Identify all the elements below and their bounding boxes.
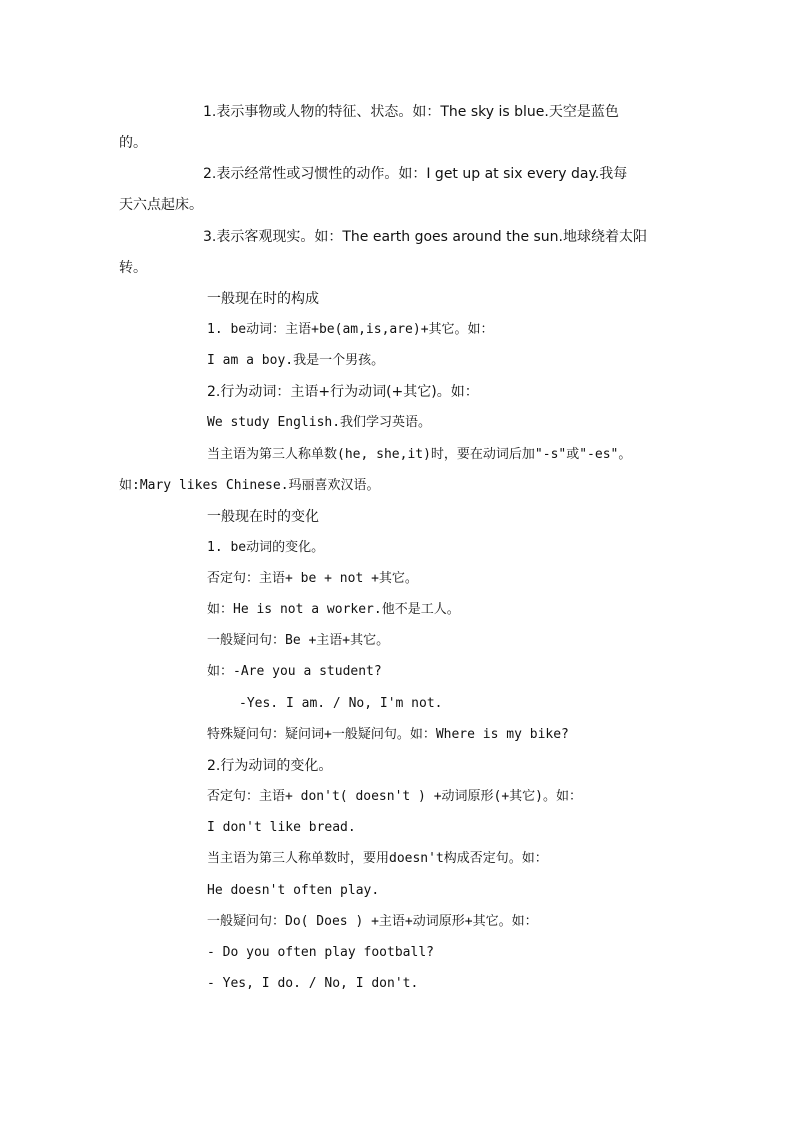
paragraph-line: 1. be动词的变化。 [207,540,325,555]
example-line: 如：-Are you a student? [207,664,382,679]
paragraph-line: 天六点起床。 [119,197,203,213]
paragraph-line: 2.行为动词的变化。 [207,758,333,774]
paragraph-line: 3.表示客观现实。如：The earth goes around the sun.地球绕着太阳 [203,229,648,245]
example-line: 如：He is not a worker.他不是工人。 [207,602,460,617]
example-line: - Yes, I do. / No, I don't. [207,976,419,991]
example-line: I don't like bread. [207,820,356,835]
paragraph-line: 一般疑问句：Be +主语+其它。 [207,633,390,648]
paragraph-line: 的。 [119,135,147,151]
paragraph-line: 转。 [119,260,147,276]
paragraph-line: 当主语为第三人称单数(he, she,it)时，要在动词后加"-s"或"-es"。 [207,447,632,462]
paragraph-line: 否定句：主语+ be + not +其它。 [207,571,418,586]
section-heading: 一般现在时的构成 [207,291,319,307]
paragraph-line: 1. be动词：主语+be(am,is,are)+其它。如： [207,322,494,337]
example-line: 如:Mary likes Chinese.玛丽喜欢汉语。 [119,478,380,493]
section-heading: 一般现在时的变化 [207,509,319,525]
paragraph-line: 2.表示经常性或习惯性的动作。如：I get up at six every day.我每 [203,166,628,182]
paragraph-line: 一般疑问句：Do( Does ) +主语+动词原形+其它。如： [207,914,538,929]
example-line: He doesn't often play. [207,883,380,898]
example-line: -Yes. I am. / No, I'm not. [239,696,443,711]
paragraph-line: 特殊疑问句：疑问词+一般疑问句。如：Where is my bike? [207,727,569,742]
example-line: I am a boy.我是一个男孩。 [207,353,385,368]
paragraph-line: 当主语为第三人称单数时，要用doesn't构成否定句。如： [207,851,548,866]
example-line: We study English.我们学习英语。 [207,415,432,430]
example-line: - Do you often play football? [207,945,434,960]
paragraph-line: 1.表示事物或人物的特征、状态。如：The sky is blue.天空是蓝色 [203,104,619,120]
paragraph-line: 否定句：主语+ don't( doesn't ) +动词原形(+其它)。如： [207,789,583,804]
paragraph-line: 2.行为动词：主语+行为动词(+其它)。如： [207,384,479,400]
